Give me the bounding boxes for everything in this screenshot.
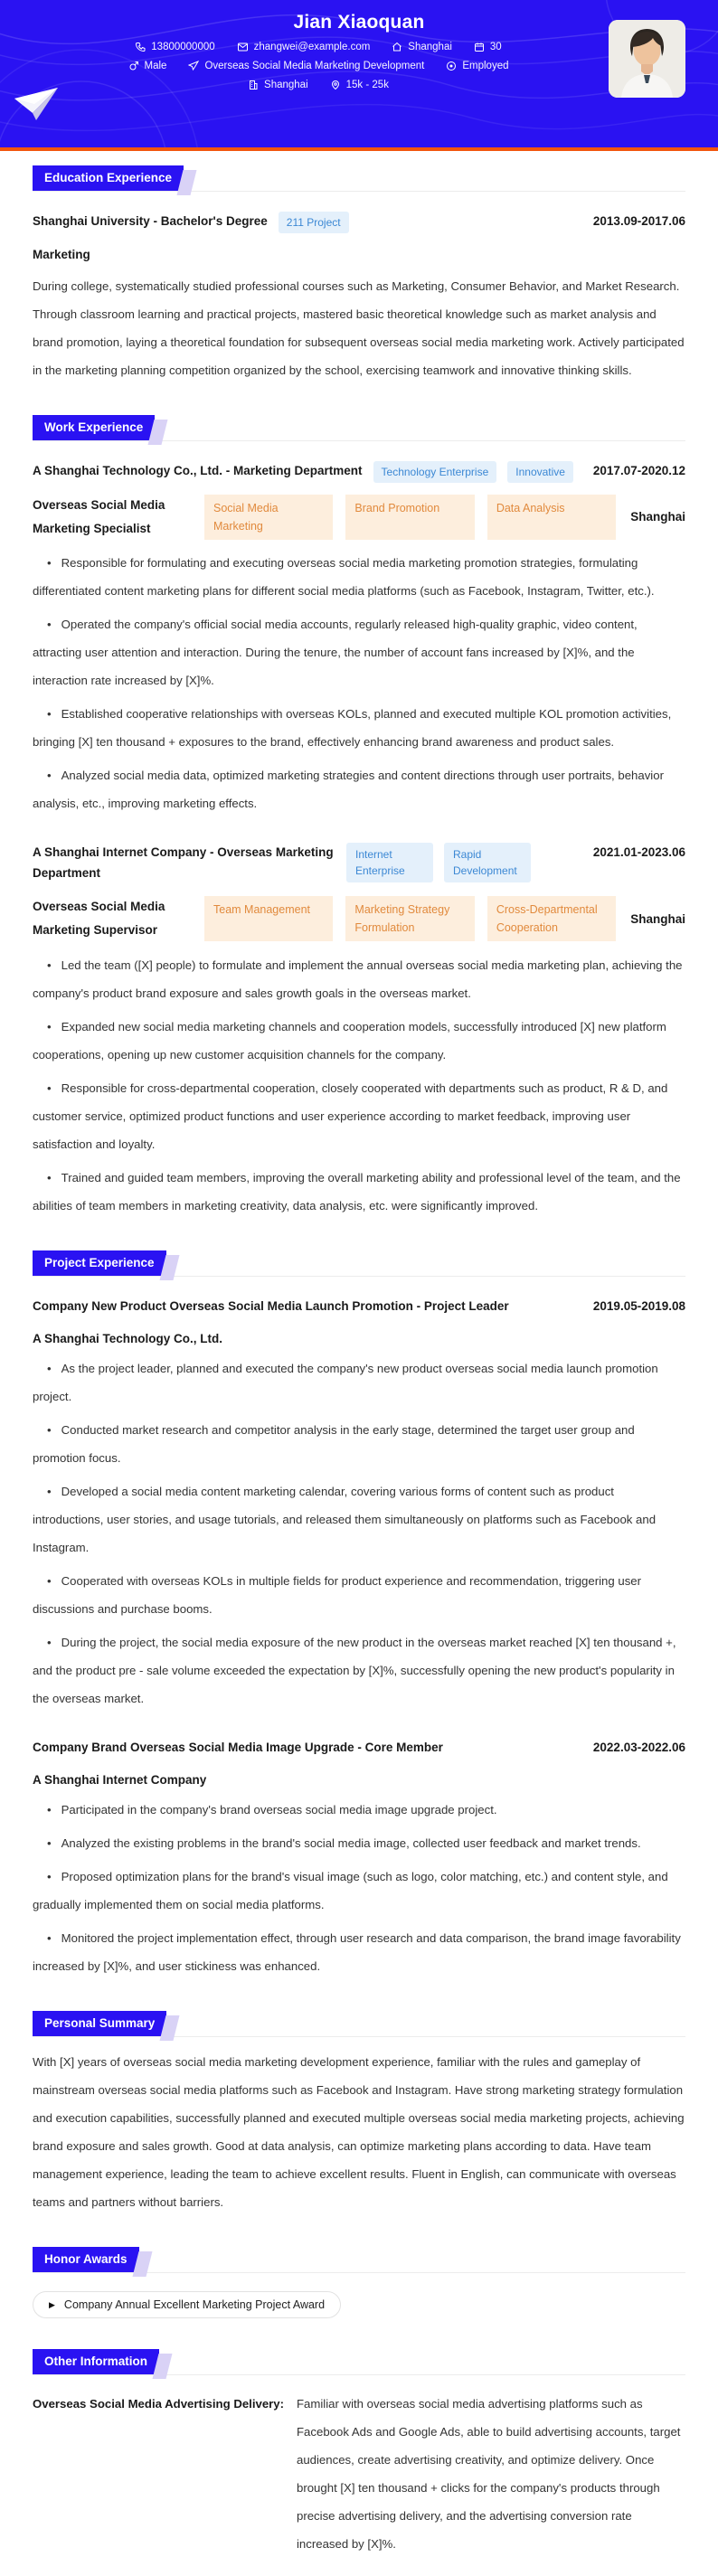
city-item bbox=[392, 42, 452, 52]
status-icon bbox=[446, 61, 457, 71]
header-banner bbox=[0, 0, 718, 151]
work-section-title: Work Experience bbox=[33, 415, 155, 440]
work-entry-1 bbox=[33, 461, 685, 817]
avatar bbox=[609, 20, 685, 98]
project-entry-1-date: 2019.05-2019.08 bbox=[592, 1298, 685, 1313]
project-section-title: Project Experience bbox=[33, 1250, 166, 1276]
job-intention-item bbox=[188, 61, 424, 71]
work-city-value: Shanghai bbox=[264, 80, 308, 90]
bullet-dot: • bbox=[47, 1802, 52, 1816]
age-item bbox=[474, 42, 502, 52]
work-entry-1-location: Shanghai bbox=[630, 510, 685, 524]
project-company: A Shanghai Internet Company bbox=[33, 1772, 207, 1787]
work-entry-2-bullets bbox=[33, 951, 685, 1220]
bullet-item: • Conducted market research and competitor analysis in the early stage, determined the target user group and promotion focus. bbox=[33, 1422, 635, 1465]
other-info-row bbox=[33, 2390, 685, 2558]
bullet-item: • During the project, the social media exposure of the new product in the overseas market reached [X] ten thousand +, and the product pre - sale volume exceeded the expectation by [X]%, successfully opening the new product's popularity in the overseas market. bbox=[33, 1635, 676, 1705]
other-info-label: Overseas Social Media Advertising Delivery: bbox=[33, 2397, 285, 2411]
skill-tag: Team Management bbox=[204, 896, 333, 941]
paper-plane-graphic bbox=[13, 86, 60, 122]
bullet-dot: • bbox=[47, 1170, 52, 1184]
company-tag: Technology Enterprise bbox=[373, 461, 497, 483]
bullet-dot: • bbox=[47, 1422, 52, 1437]
project-entry-1-bullets bbox=[33, 1354, 685, 1713]
honors-section bbox=[33, 2247, 685, 2318]
project-entry-1-header bbox=[33, 1297, 685, 1317]
bullet-item: • Analyzed the existing problems in the brand's social media image, collected user feedback and market trends. bbox=[47, 1835, 641, 1850]
bullet-dot: • bbox=[47, 1484, 52, 1498]
other-section-header bbox=[33, 2349, 685, 2375]
bullet-dot: • bbox=[47, 556, 52, 571]
contact-row-1 bbox=[0, 42, 637, 52]
contact-row-2 bbox=[0, 61, 637, 71]
position-title: Overseas Social Media Marketing Specialist bbox=[33, 498, 165, 535]
age-value: 30 bbox=[489, 42, 502, 52]
gender-value: Male bbox=[144, 61, 167, 71]
bullet-item: • Established cooperative relationships with overseas KOLs, planned and executed multiple KOL promotion activities, bringing [X] ten thousand + exposures to the brand, effectively enhancing brand awareness and product sales. bbox=[33, 707, 672, 750]
bullet-dot: • bbox=[47, 1869, 52, 1883]
status-item bbox=[446, 61, 508, 71]
company-name: A Shanghai Internet Company - Overseas Marketing Department bbox=[33, 845, 334, 881]
education-section-header bbox=[33, 165, 685, 192]
bullet-item: • Operated the company's official social media accounts, regularly released high-quality graphic, video content, attracting user attention and interaction. During the tenure, the number of account fans increased by [X]%, and the interaction rate increased by [X]%. bbox=[33, 618, 638, 688]
paper-plane-icon bbox=[188, 61, 199, 71]
project-name: Company New Product Overseas Social Media Launch Promotion - Project Leader bbox=[33, 1298, 509, 1313]
skill-tag: Data Analysis bbox=[487, 495, 616, 540]
honors-section-title: Honor Awards bbox=[33, 2247, 139, 2272]
honor-award-pill[interactable] bbox=[33, 2291, 341, 2318]
project-section bbox=[33, 1250, 685, 1980]
bullet-item: • Proposed optimization plans for the brand's visual image (such as logo, color matching, etc.) and content style, and gradually implemented them on social media platforms. bbox=[33, 1869, 668, 1911]
work-entry-2-header bbox=[33, 843, 685, 884]
home-icon bbox=[392, 42, 402, 52]
email-item bbox=[237, 42, 371, 52]
phone-value: 13800000000 bbox=[151, 42, 215, 52]
bullet-dot: • bbox=[47, 1930, 52, 1945]
bullet-dot: • bbox=[47, 707, 52, 722]
project-section-header bbox=[33, 1250, 685, 1277]
project-entry-1 bbox=[33, 1297, 685, 1713]
bullet-item: • Trained and guided team members, improving the overall marketing ability and professional level of the team, and the abilities of team members in marketing creativity, data analysis, etc. were significantly improved. bbox=[33, 1170, 681, 1213]
bullet-dot: • bbox=[47, 1635, 52, 1649]
salary-item bbox=[330, 80, 389, 90]
bullet-dot: • bbox=[47, 1019, 52, 1033]
work-entry-2-location: Shanghai bbox=[630, 911, 685, 926]
project-entry-2-header bbox=[33, 1738, 685, 1759]
project-name: Company Brand Overseas Social Media Image Upgrade - Core Member bbox=[33, 1740, 443, 1754]
project-entry-2-date: 2022.03-2022.06 bbox=[592, 1740, 685, 1754]
bullet-item: • As the project leader, planned and executed the company's new product overseas social media launch promotion project. bbox=[33, 1361, 658, 1403]
bullet-item: • Responsible for cross-departmental cooperation, closely cooperated with departments such as product, R & D, and customer service, optimized product functions and user experience according to market feedback, improving user satisfaction and loyalty. bbox=[33, 1080, 668, 1151]
education-date: 2013.09-2017.06 bbox=[592, 214, 685, 228]
bullet-dot: • bbox=[47, 1573, 52, 1588]
email-value: zhangwei@example.com bbox=[253, 42, 371, 52]
work-entry-1-header bbox=[33, 461, 685, 483]
status-value: Employed bbox=[462, 61, 509, 71]
company-name: A Shanghai Technology Co., Ltd. - Marketing Department bbox=[33, 464, 363, 478]
education-section bbox=[33, 165, 685, 384]
bullet-item: • Developed a social media content marketing calendar, covering various forms of content such as product introductions, user stories, and usage tutorials, and released them simultaneously on platforms such as Facebook and Instagram. bbox=[33, 1484, 657, 1554]
skill-tag: Cross-Departmental Cooperation bbox=[487, 896, 616, 941]
work-section-header bbox=[33, 415, 685, 441]
triangle-icon: ▶ bbox=[49, 2299, 55, 2309]
work-section bbox=[33, 415, 685, 1220]
work-entry-1-bullets bbox=[33, 549, 685, 817]
honors-section-header bbox=[33, 2247, 685, 2273]
other-section bbox=[33, 2349, 685, 2576]
project-entry-2-bullets bbox=[33, 1796, 685, 1980]
skill-tag: Social Media Marketing bbox=[204, 495, 333, 540]
bullet-dot: • bbox=[47, 1080, 52, 1095]
bullet-dot: • bbox=[47, 618, 52, 632]
education-entry-header bbox=[33, 212, 685, 233]
school-degree: Shanghai University - Bachelor's Degree bbox=[33, 214, 268, 228]
age-icon bbox=[474, 42, 485, 52]
city-value: Shanghai bbox=[408, 42, 452, 52]
company-tag: Innovative bbox=[507, 461, 573, 483]
job-intention-value: Overseas Social Media Marketing Development bbox=[204, 61, 425, 71]
bullet-dot: • bbox=[47, 1361, 52, 1375]
avatar-portrait bbox=[609, 20, 685, 98]
work-entry-2-date: 2021.01-2023.06 bbox=[592, 845, 685, 860]
phone-icon bbox=[135, 42, 146, 52]
summary-section-title: Personal Summary bbox=[33, 2011, 166, 2036]
location-pin-icon bbox=[330, 80, 341, 90]
skill-tag: Brand Promotion bbox=[345, 495, 474, 540]
position-title: Overseas Social Media Marketing Supervisor bbox=[33, 900, 165, 937]
work-entry-2-position-row bbox=[33, 895, 685, 941]
other-section-title: Other Information bbox=[33, 2349, 159, 2374]
gender-item bbox=[128, 61, 167, 71]
contact-row-3 bbox=[0, 80, 637, 90]
bullet-dot: • bbox=[47, 958, 52, 972]
building-icon bbox=[248, 80, 259, 90]
bullet-item: • Cooperated with overseas KOLs in multiple fields for product experience and recommendation, triggering user discussions and purchase booms. bbox=[33, 1573, 642, 1616]
education-major: Marketing bbox=[33, 248, 90, 261]
bullet-item: • Responsible for formulating and executing overseas social media marketing promotion strategies, formulating differentiated content marketing plans for different social media platforms (such as Facebook, Instagram, Twitter, etc.). bbox=[33, 556, 655, 599]
gender-icon bbox=[128, 61, 139, 71]
bullet-dot: • bbox=[47, 769, 52, 783]
salary-value: 15k - 25k bbox=[345, 80, 389, 90]
project-entry-2 bbox=[33, 1738, 685, 1980]
mail-icon bbox=[237, 42, 249, 52]
phone-item bbox=[135, 42, 214, 52]
summary-section bbox=[33, 2011, 685, 2216]
summary-text: With [X] years of overseas social media marketing development experience, familiar with the rules and gameplay of mainstream overseas social media platforms such as Facebook and Instagram. Have strong marketing strategy formulation and execution capabilities, successfully planned and executed multiple overseas social media marketing projects, achieving brand exposure and sales growth. Good at data analysis, can optimize marketing plans according to data. Have team management experience, leading the team to achieve excellent results. Fluent in English, can communicate with overseas teams and partners without barriers. bbox=[33, 2054, 685, 2210]
candidate-name: Jian Xiaoquan bbox=[293, 12, 425, 33]
bullet-item: • Expanded new social media marketing channels and cooperation models, successfully introduced [X] new platform cooperations, opening up new customer acquisition channels for the company. bbox=[33, 1019, 666, 1062]
company-tag: Rapid Development bbox=[444, 843, 531, 882]
summary-section-header bbox=[33, 2011, 685, 2037]
skill-tag: Marketing Strategy Formulation bbox=[345, 896, 474, 941]
bullet-item: • Analyzed social media data, optimized marketing strategies and content directions through user portraits, behavior analysis, etc., improving marketing effects. bbox=[33, 769, 664, 811]
education-description: During college, systematically studied professional courses such as Marketing, Consumer Behavior, and Market Research. Through classroom learning and practical projects, mastered basic theoretical knowledge such as market analysis and brand promotion, laying a theoretical foundation for subsequent overseas social media marketing work. Actively participated in the marketing planning competition organized by the school, exercising teamwork and innovative thinking skills. bbox=[33, 279, 685, 378]
work-city-item bbox=[248, 80, 308, 90]
school-tag-211: 211 Project bbox=[279, 212, 349, 233]
bullet-item: • Led the team ([X] people) to formulate and implement the annual overseas social media marketing plan, achieving the company's product brand exposure and sales growth goals in the overseas market. bbox=[33, 958, 683, 1000]
education-section-title: Education Experience bbox=[33, 165, 184, 191]
bullet-item: • Monitored the project implementation effect, through user research and data comparison, the brand image favorability increased by [X]%, and user stickiness was enhanced. bbox=[33, 1930, 681, 1973]
work-entry-2 bbox=[33, 843, 685, 1219]
company-tag: Internet Enterprise bbox=[346, 843, 433, 882]
work-entry-1-date: 2017.07-2020.12 bbox=[592, 464, 685, 478]
bullet-dot: • bbox=[47, 1835, 52, 1850]
honor-award-label: Company Annual Excellent Marketing Project Award bbox=[63, 2298, 326, 2312]
work-entry-1-position-row bbox=[33, 494, 685, 540]
bullet-item: • Participated in the company's brand overseas social media image upgrade project. bbox=[47, 1802, 497, 1816]
other-info-text: Familiar with overseas social media advertising platforms such as Facebook Ads and Google Ads, able to build advertising accounts, target audiences, create advertising creativity, and optimize delivery. Once brought [X] ten thousand + clicks for the company's products through precise advertising delivery, and the advertising conversion rate increased by [X]%. bbox=[297, 2397, 681, 2552]
project-company: A Shanghai Technology Co., Ltd. bbox=[33, 1331, 222, 1345]
